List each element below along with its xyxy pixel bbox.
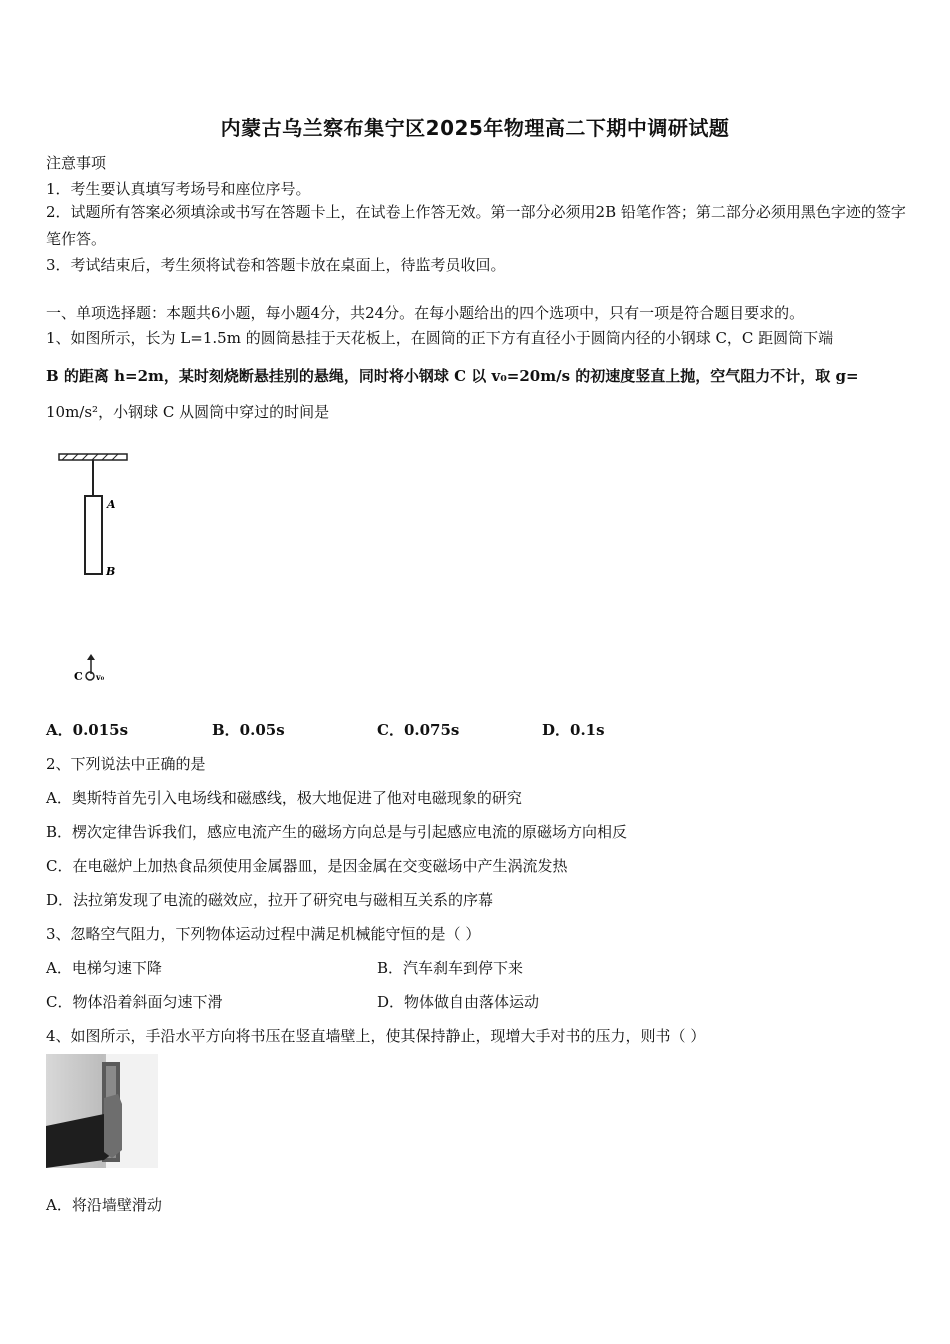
q2-option-b: B．楞次定律告诉我们，感应电流产生的磁场方向总是与引起感应电流的原磁场方向相反 xyxy=(46,823,628,841)
hand-book-photo xyxy=(46,1054,158,1174)
q1-option-d: D．0.1s xyxy=(542,721,605,739)
q2-option-a: A．奥斯特首先引入电场线和磁感线，极大地促进了他对电磁现象的研究 xyxy=(46,789,522,807)
label-c: C xyxy=(74,670,83,683)
tube xyxy=(85,496,102,574)
tube-figure xyxy=(56,448,136,688)
q2-option-d: D．法拉第发现了电流的磁效应，拉开了研究电与磁相互关系的序幕 xyxy=(46,891,494,909)
q3-option-c: C．物体沿着斜面匀速下滑 xyxy=(46,993,223,1011)
q3-option-b: B．汽车刹车到停下来 xyxy=(377,959,524,977)
q1-option-a: A．0.015s xyxy=(46,721,129,739)
q1-option-c: C．0.075s xyxy=(377,721,460,739)
notice-item: 2．试题所有答案必须填涂或书写在答题卡上，在试卷上作答无效。第一部分必须用2B 铅笔作答；第二部分必须用黑色字迹的签字笔作答。 xyxy=(46,203,906,248)
question-2-stem: 2、下列说法中正确的是 xyxy=(46,755,206,773)
question-4-stem: 4、如图所示，手沿水平方向将书压在竖直墙壁上，使其保持静止，现增大手对书的压力，则书（ ） xyxy=(46,1027,706,1045)
arrow-head-icon xyxy=(87,654,95,660)
q3-option-a: A．电梯匀速下降 xyxy=(46,959,162,977)
page-title: 内蒙古乌兰察布集宁区2025年物理高二下期中调研试题 xyxy=(220,116,730,140)
hand xyxy=(104,1094,122,1158)
notice-item: 3．考试结束后，考生须将试卷和答题卡放在桌面上，待监考员收回。 xyxy=(46,256,506,274)
photo-bottom-edge xyxy=(46,1168,158,1174)
q3-option-d: D．物体做自由落体运动 xyxy=(377,993,540,1011)
section-heading: 一、单项选择题：本题共6小题，每小题4分，共24分。在每小题给出的四个选项中，只有一项是符合题目要求的。 xyxy=(46,304,805,322)
ceiling-bar xyxy=(59,454,127,460)
notice-item: 1．考生要认真填写考场号和座位序号。 xyxy=(46,180,311,198)
label-b: B xyxy=(106,565,116,578)
question-1-line: 10m/s²，小钢球 C 从圆筒中穿过的时间是 xyxy=(46,403,330,421)
q1-option-b: B．0.05s xyxy=(212,721,285,739)
question-3-stem: 3、忽略空气阻力，下列物体运动过程中满足机械能守恒的是（ ） xyxy=(46,925,481,943)
q2-option-c: C．在电磁炉上加热食品须使用金属器皿，是因金属在交变磁场中产生涡流发热 xyxy=(46,857,568,875)
question-1-line: B 的距离 h=2m，某时刻烧断悬挂别的悬绳，同时将小钢球 C 以 v₀=20m/s 的初速度竖直上抛，空气阻力不计，取 g= xyxy=(46,367,859,385)
q4-option-a: A．将沿墙壁滑动 xyxy=(46,1196,162,1214)
label-v0: v₀ xyxy=(96,672,105,682)
steel-ball xyxy=(86,672,94,680)
label-a: A xyxy=(107,498,116,511)
question-1-line: 1、如图所示，长为 L=1.5m 的圆筒悬挂于天花板上，在圆筒的正下方有直径小于圆筒内径的小钢球 C，C 距圆筒下端 xyxy=(46,329,834,347)
notice-heading: 注意事项 xyxy=(46,154,107,172)
